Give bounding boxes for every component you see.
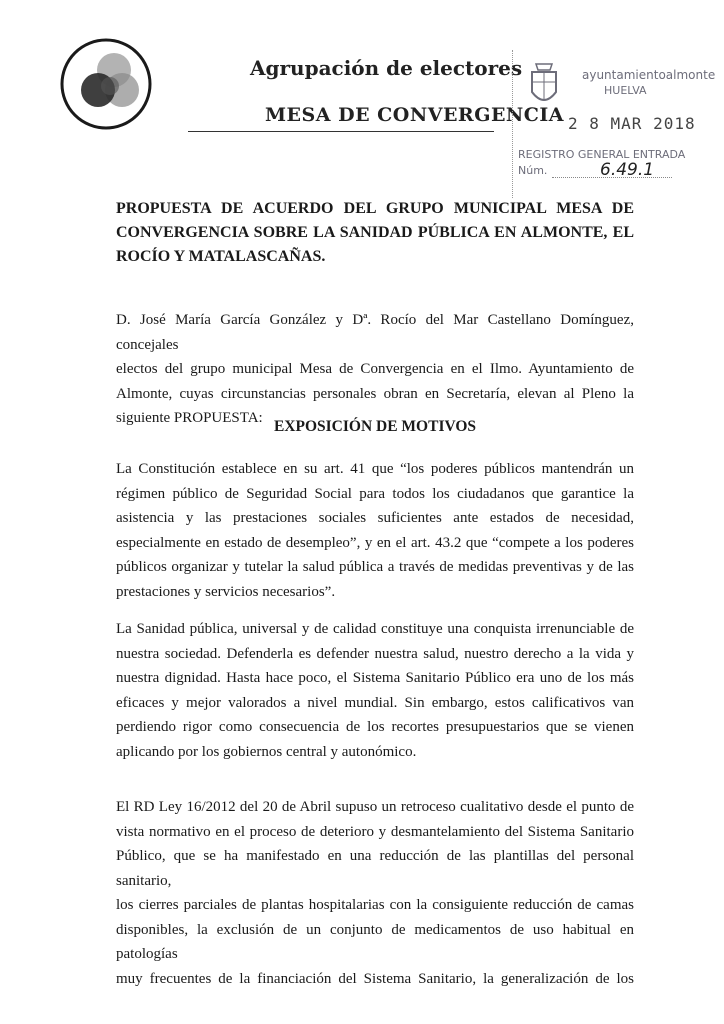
rd-law-paragraph xyxy=(116,795,634,991)
paragraph-line: asistencia y las prestaciones sociales suficientes ante estados de necesidad, xyxy=(116,510,634,526)
proposal-title-line: ROCÍO Y MATALASCAÑAS. xyxy=(116,248,326,265)
intro-paragraph xyxy=(116,308,634,431)
paragraph-line: Público, que se ha manifestado en una reducción de las plantillas del personal sanitario, xyxy=(116,848,634,889)
paragraph-line: muy frecuentes de la financiación del Sistema Sanitario, la generalización de los xyxy=(116,970,634,987)
paragraph-line: La Constitución establece en su art. 41 que “los poderes públicos mantendrán un xyxy=(116,461,634,477)
paragraph-line: nuestra dignidad. Hasta hace poco, el Sistema Sanitario Público era uno de los más xyxy=(116,670,634,686)
paragraph-line: aplicando por los gobiernos central y autonómico. xyxy=(116,743,417,760)
paragraph-line: nuestra sociedad. Defenderla es defender nuestra salud, nuestro derecho a la vida y xyxy=(116,645,634,662)
paragraph-line: públicos organizar y tutelar la salud pública a través de medidas preventivas y de las xyxy=(116,559,634,575)
proposal-title xyxy=(116,197,634,269)
stamp-number-label: Núm. xyxy=(518,164,548,177)
paragraph-line: Almonte, cuyas circunstancias personales obran en Secretaría, elevan al Pleno la xyxy=(116,385,634,402)
constitution-paragraph xyxy=(116,457,634,604)
proposal-title-line: PROPUESTA DE ACUERDO DEL GRUPO MUNICIPAL MESA DE xyxy=(116,200,634,217)
paragraph-line: régimen público de Seguridad Social para todos los ciudadanos que garantice la xyxy=(116,485,634,502)
paragraph-line: El RD Ley 16/2012 del 20 de Abril supuso un retroceso cualitativo desde el punto de xyxy=(116,799,634,815)
paragraph-line: La Sanidad pública, universal y de calidad constituye una conquista irrenunciable de xyxy=(116,621,634,637)
stamp-registry-label: REGISTRO GENERAL ENTRADA xyxy=(518,148,686,161)
public-health-paragraph xyxy=(116,617,634,764)
stamp-border xyxy=(512,50,513,198)
paragraph-line: siguiente PROPUESTA: xyxy=(116,410,263,426)
coat-of-arms-icon xyxy=(526,58,562,110)
party-logo xyxy=(58,36,154,132)
organization-name: Agrupación de electores xyxy=(250,56,523,80)
paragraph-line: eficaces y mejor valorados a nivel mundial. Sin embargo, estos calificativos van xyxy=(116,694,634,711)
stamp-date: 2 8 MAR 2018 xyxy=(568,114,696,133)
paragraph-line: electos del grupo municipal Mesa de Convergencia en el Ilmo. Ayuntamiento de xyxy=(116,361,634,377)
stamp-office-province: HUELVA xyxy=(604,84,647,97)
paragraph-line: los cierres parciales de plantas hospitalarias con la consiguiente reducción de camas xyxy=(116,897,634,913)
paragraph-line: vista normativo en el proceso de deterioro y desmantelamiento del Sistema Sanitario xyxy=(116,823,634,840)
paragraph-line: D. José María García González y Dª. Rocío del Mar Castellano Domínguez, concejales xyxy=(116,312,634,353)
title-underline xyxy=(188,131,494,132)
paragraph-line: disponibles, la exclusión de un conjunto de medicamentos de uso habitual en patologías xyxy=(116,921,634,962)
stamp-registry-number: 6.49.1 xyxy=(600,160,655,180)
proposal-title-line: CONVERGENCIA SOBRE LA SANIDAD PÚBLICA EN ALMONTE, EL xyxy=(116,224,634,241)
registry-stamp xyxy=(512,50,724,198)
paragraph-line: perdiendo rigor como consecuencia de los recortes presupuestarios que se vienen xyxy=(116,719,634,735)
paragraph-line: especialmente en estado de desempleo”, y en el art. 43.2 que “compete a los poderes xyxy=(116,534,634,551)
stamp-office-name: ayuntamientoalmonte xyxy=(582,68,716,82)
section-heading: EXPOSICIÓN DE MOTIVOS xyxy=(273,418,477,435)
group-name-title: MESA DE CONVERGENCIA xyxy=(265,104,565,126)
paragraph-line: prestaciones y servicios necesarios”. xyxy=(116,583,336,600)
